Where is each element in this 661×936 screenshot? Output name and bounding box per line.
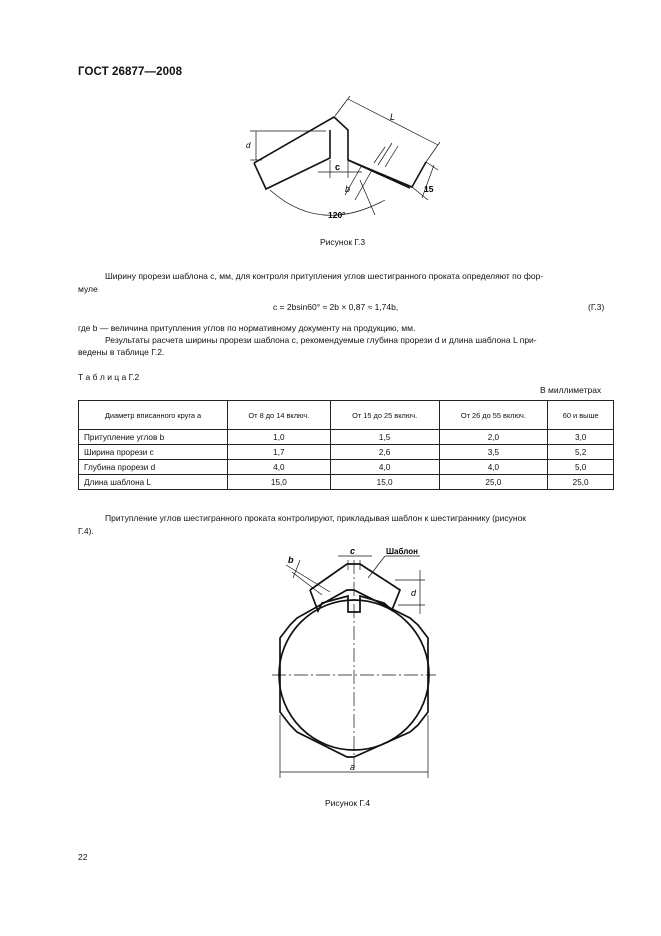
paragraph-1-line-1: Ширину прорези шаблона c, мм, для контроля притупления углов шестигранного проката определяют по фор- <box>105 271 544 281</box>
table-cell: Длина шаблона L <box>79 475 228 490</box>
table-cell: 5,2 <box>548 445 614 460</box>
table-header-cell: От 26 до 55 включ. <box>439 401 548 430</box>
table-cell: 15,0 <box>330 475 439 490</box>
table-cell: 25,0 <box>439 475 548 490</box>
formula: c = 2bsin60° ≈ 2b × 0,87 ≈ 1,74b, <box>273 302 399 312</box>
table-cell: 3,0 <box>548 430 614 445</box>
table-cell: 5,0 <box>548 460 614 475</box>
table-header-row <box>79 401 614 430</box>
table-cell: 1,5 <box>330 430 439 445</box>
label-b: b <box>345 184 351 194</box>
table-cell: 25,0 <box>548 475 614 490</box>
table-header-cell: От 15 до 25 включ. <box>330 401 439 430</box>
table-cell: 1,7 <box>228 445 331 460</box>
table-header-cell: 60 и выше <box>548 401 614 430</box>
figure-g4-caption: Рисунок Г.4 <box>325 798 371 808</box>
table-cell: Ширина прорези c <box>79 445 228 460</box>
table-cell: 2,6 <box>330 445 439 460</box>
paragraph-4-line-1: Притупление углов шестигранного проката контролируют, прикладывая шаблон к шестиграннику (рисунок <box>105 513 527 523</box>
label-d: d <box>411 588 417 598</box>
label-template: Шаблон <box>386 547 418 556</box>
label-15: 15 <box>424 184 434 194</box>
table-row <box>79 445 614 460</box>
table-cell: 1,0 <box>228 430 331 445</box>
table-cell: Глубина прорези d <box>79 460 228 475</box>
table-cell: 4,0 <box>330 460 439 475</box>
label-d: d <box>246 141 251 150</box>
document-header: ГОСТ 26877—2008 <box>78 66 183 78</box>
table-g2 <box>78 400 614 490</box>
table-cell: Притупление углов b <box>79 430 228 445</box>
label-c: c <box>335 162 341 172</box>
paragraph-4-line-2: Г.4). <box>78 526 94 536</box>
table-units: В миллиметрах <box>540 385 602 395</box>
table-header-cell: От 8 до 14 включ. <box>228 401 331 430</box>
table-cell: 3,5 <box>439 445 548 460</box>
table-cell: 4,0 <box>439 460 548 475</box>
template-outline <box>254 117 426 187</box>
figure-g4-drawing <box>268 545 440 785</box>
label-L: L <box>390 112 396 122</box>
page-number: 22 <box>78 852 88 862</box>
label-a: a <box>350 762 356 772</box>
table-cell: 4,0 <box>228 460 331 475</box>
table-cell: 15,0 <box>228 475 331 490</box>
figure-g3-drawing <box>230 88 460 228</box>
table-row <box>79 460 614 475</box>
label-c: c <box>350 546 356 556</box>
label-b: b <box>288 555 294 565</box>
paragraph-1-line-2: муле <box>78 284 98 294</box>
label-angle: 120° <box>328 210 346 220</box>
table-header-cell: Диаметр вписанного круга a <box>79 401 228 430</box>
table-cell: 2,0 <box>439 430 548 445</box>
paragraph-3-line-2: ведены в таблице Г.2. <box>78 347 165 357</box>
table-title: Т а б л и ц а Г.2 <box>78 372 140 382</box>
formula-number: (Г.3) <box>588 302 605 312</box>
table-row <box>79 430 614 445</box>
figure-g3-caption: Рисунок Г.3 <box>320 237 366 247</box>
table-row <box>79 475 614 490</box>
paragraph-2: где b — величина притупления углов по нормативному документу на продукцию, мм. <box>78 323 416 333</box>
paragraph-3-line-1: Результаты расчета ширины прорези шаблона c, рекомендуемые глубина прорези d и длина шаблона L при- <box>105 335 537 345</box>
